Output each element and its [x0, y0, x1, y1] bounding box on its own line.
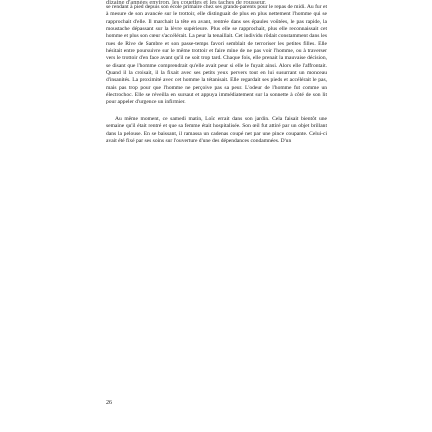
page-number: 26	[106, 400, 112, 406]
cut-off-top-line: dizaine d'années environ, les couettes et les taches de rousseur,	[106, 0, 267, 4]
paragraph-2: Au même moment, ce samedi matin, Loïc errait dans son jardin. Cela faisait bientôt une semaine qu'il était rentré et que sa femme était hospitalisée. Son œil fut attiré par un objet brillant dans la pelouse. En se baissant, il ramassa un cadenas coupé net par une pince coupante. Celui-ci avait été fixé par ses soins sur l'ouverture d'une des dépendances condamnées. D'un	[106, 115, 327, 144]
paragraph-1: se rendant à pied depuis son école primaire chez ses grands-parents pour le repas de midi. Au fur et à mesure de son avancée sur le trottoir, elle distinguait de plus en plus nettement l'homme qui se rapprochait d'elle. Il marchait la tête en avant, rentrée dans ses épaules voûtées, le pas rapide, la moustache dépassant sur la lèvre supérieure. Plus elle se rapprochait, plus elle reconnaissait cet homme et plus son cœur s'accélérait. La peur la tenaillait. Cet individu rôdait constamment dans les rues de Rive de Sambre et son passe-temps favori semblait de terroriser les petites filles. Elle hésitait entre poursuivre sur le même trottoir et faire mine de ne pas voir l'homme, ou à traverser vers le trottoir d'en face avant qu'il ne soit trop tard. Chaque fois, elle prenait la mauvaise décision, se disant que l'homme comprendrait qu'elle avait peur si elle le fuyait ainsi. Alors elle l'affrontait. Quand il la croisait, il la fixait avec ses petits yeux pervers tout en lui susurrant un monceau d'insanités. La proximité avec cet homme la tétanisait. Elle regardait ses pieds et accélérait le pas, mais pas trop pour que l'homme ne perçoive pas sa peur. L'odeur de l'homme fut comme un électrochoc. Elle se réveilla en sursaut et appuya immédiatement sur la sonnette à côté de son lit pour appeler d'urgence un infirmier.	[106, 4, 327, 106]
